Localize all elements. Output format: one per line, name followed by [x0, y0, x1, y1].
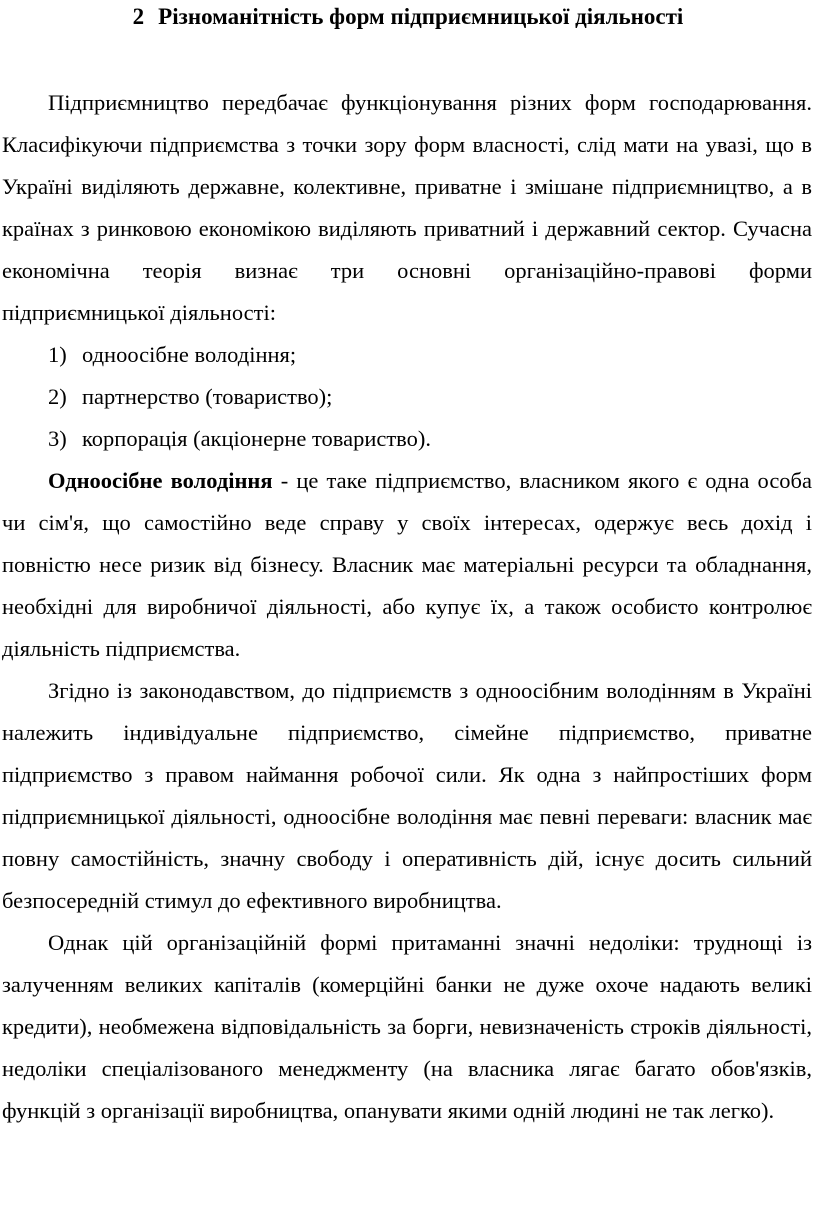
list-item: [2, 334, 812, 376]
list-item: [2, 376, 812, 418]
paragraph-drawbacks: Однак цій організаційній формі притаманні значні недоліки: труднощі із залученням великих капіталів (комерційні банки не дуже охоче надають великі кредити), необмежена відповідальність за борги, невизначеність строків діяльності, недоліки спеціалізованого менеджменту (на власника лягає багато обов'язків, функцій з організації виробництва, опанувати якими одній людині не так легко).: [2, 930, 812, 1123]
list-number: 3): [48, 426, 67, 451]
list-item: [2, 418, 812, 460]
section-number: 2: [132, 4, 145, 29]
paragraph-legislation: Згідно із законодавством, до підприємств з одноосібним володінням в Україні належить індивідуальне підприємство, сімейне підприємство, приватне підприємство з правом наймання робочої сили. Як одна з найпростіших форм підприємницької діяльності, одноосібне володіння має певні переваги: власник має повну самостійність, значну свободу і оперативність дій, існує досить сильний безпосередній стимул до ефективного виробництва.: [2, 678, 812, 913]
list-number: 2): [48, 384, 67, 409]
paragraph-text: - це таке підприємство, власником якого є одна особа чи сім'я, що самостійно веде справу у своїх інтересах, одержує весь дохід і повністю несе ризик від бізнесу. Власник має матеріальні ресурси та обладнання, необхідні для виробничої діяльності, або купує їх, а також особисто контролює діяльність підприємства.: [2, 468, 812, 661]
term-bold: Одноосібне володіння: [48, 468, 273, 493]
document-body: [2, 82, 812, 1132]
section-title: Різноманітність форм підприємницької діяльності: [158, 4, 684, 29]
list-text: корпорація (акціонерне товариство).: [82, 426, 432, 451]
paragraph-sole-ownership: [2, 460, 812, 670]
list-number: 1): [48, 342, 67, 367]
section-heading: [0, 2, 816, 32]
list-text: партнерство (товариство);: [82, 384, 333, 409]
paragraph-intro: Підприємництво передбачає функціонування різних форм господарювання. Класифікуючи підприємства з точки зору форм власності, слід мати на увазі, що в Україні виділяють державне, колективне, приватне і змішане підприємництво, а в країнах з ринковою економікою виділяють приватний і державний сектор. Сучасна економічна теорія визнає три основні організаційно-правові форми підприємницької діяльності:: [2, 90, 812, 325]
list-text: одноосібне володіння;: [82, 342, 297, 367]
